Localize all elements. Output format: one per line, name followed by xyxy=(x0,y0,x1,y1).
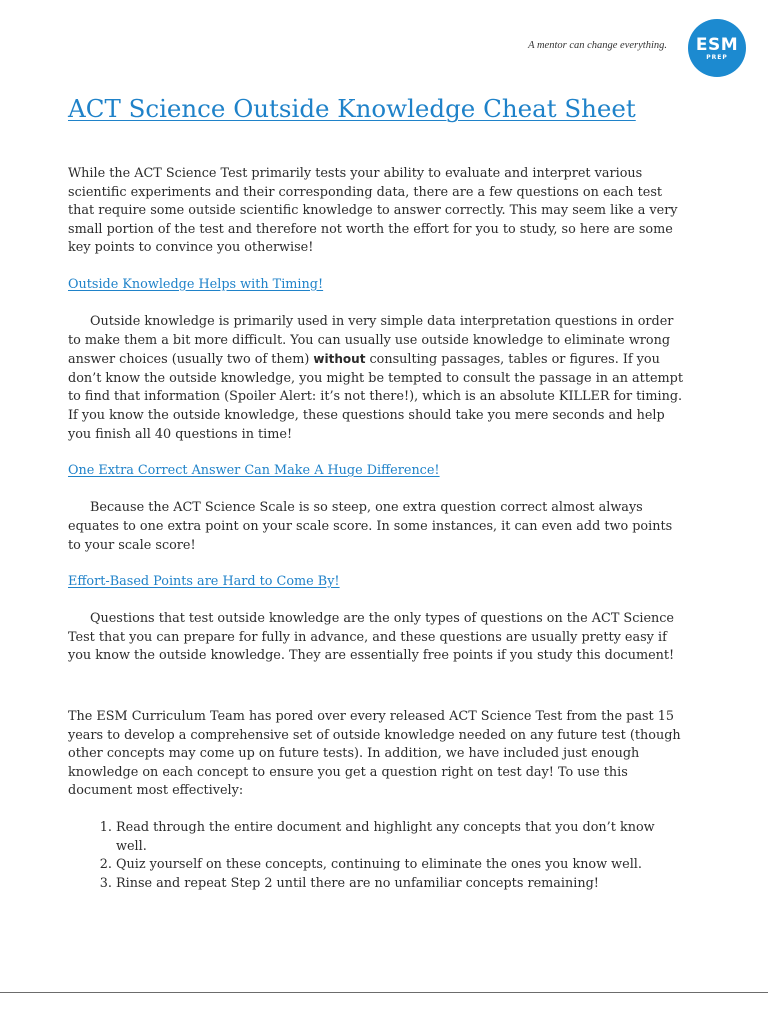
list-item: 2. Quiz yourself on these concepts, continuing to eliminate the ones you know well. xyxy=(116,856,683,875)
steps-list xyxy=(68,819,683,893)
closing-paragraph: The ESM Curriculum Team has pored over every released ACT Science Test from the past 15 years to develop a comprehensive set of outside knowledge needed on any future test (though other concepts may come up on future tests). In addition, we have included just enough knowledge on each concept to ensure you get a question right on test day! To use this document most effectively: xyxy=(68,708,681,799)
esm-prep-logo xyxy=(688,19,746,77)
section-paragraph-timing xyxy=(68,313,683,444)
section-paragraph-effort-points: Questions that test outside knowledge are the only types of questions on the ACT Science Test that you can prepare for fully in advance, and these questions are usually pretty easy if you know the outside knowledge. They are essentially free points if you study this document! xyxy=(68,611,675,664)
document-body xyxy=(68,165,683,893)
bold-emphasis: without xyxy=(313,352,366,367)
intro-paragraph: While the ACT Science Test primarily tests your ability to evaluate and interpret various scientific experiments and their corresponding data, there are a few questions on each test that require some outside scientific knowledge to answer correctly. This may seem like a very small portion of the test and therefore not worth the effort for you to study, so here are some key points to convince you otherwise! xyxy=(68,166,678,256)
logo-main-text: ESM xyxy=(695,34,739,55)
section-heading-timing: Outside Knowledge Helps with Timing! xyxy=(68,276,324,292)
tagline: A mentor can change everything. xyxy=(528,40,667,51)
list-item: 1. Read through the entire document and highlight any concepts that you don’t know well. xyxy=(116,819,683,856)
section-paragraph-extra-answer: Because the ACT Science Scale is so steep, one extra question correct almost always equates to one extra point on your scale score. In some instances, it can even add two points to your scale score! xyxy=(68,500,673,553)
spacer xyxy=(68,666,683,708)
list-item: 3. Rinse and repeat Step 2 until there are no unfamiliar concepts remaining! xyxy=(116,875,683,894)
logo-sub-text: PREP xyxy=(706,53,728,61)
footer-divider xyxy=(0,992,768,993)
paragraph-text: consulting passages, tables or figures. If you don’t know the outside knowledge, you might be tempted to consult the passage in an attempt to find that information (Spoiler Alert: it’s not there!), which is an absolute KILLER for timing. If you know the outside knowledge, these questions should take you mere seconds and help you finish all 40 questions in time! xyxy=(68,352,684,442)
section-heading-extra-answer: One Extra Correct Answer Can Make A Huge Difference! xyxy=(68,463,440,479)
page-title: ACT Science Outside Knowledge Cheat Sheet xyxy=(68,94,636,123)
paragraph-text: Outside knowledge is primarily used in very simple data interpretation questions in order to make them a bit more difficult. You can usually use outside knowledge to eliminate wrong answer choices (usually two of them) xyxy=(68,314,674,368)
section-heading-effort-points: Effort-Based Points are Hard to Come By! xyxy=(68,574,340,590)
